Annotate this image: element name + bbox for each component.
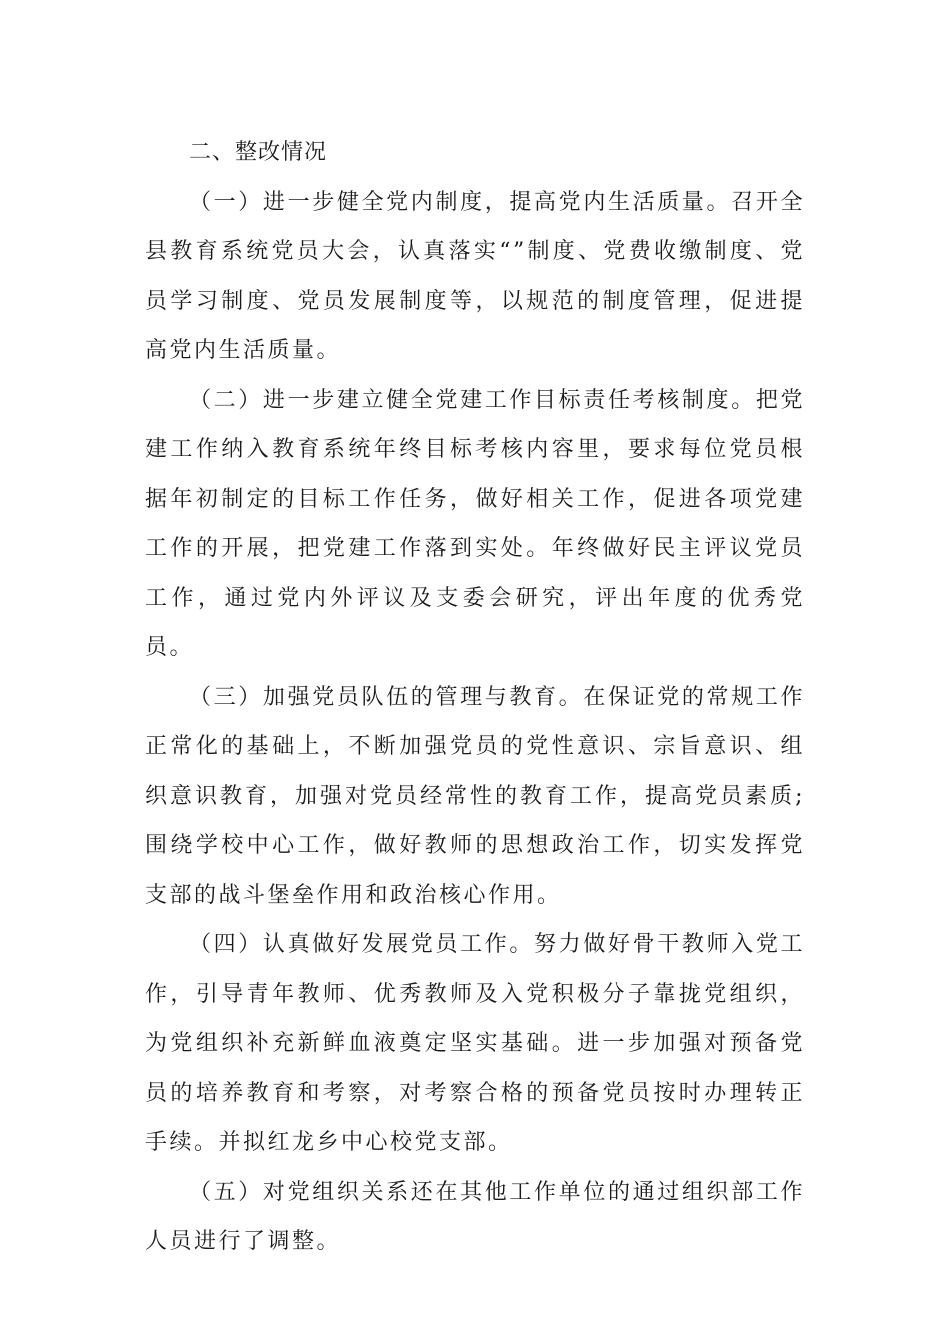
paragraph-3: （三）加强党员队伍的管理与教育。在保证党的常规工作正常化的基础上，不断加强党员的党性意识、宗旨意识、组织意识教育，加强对党员经常性的教育工作，提高党员素质;围绕学校中心工作，做好教师的思想政治工作，切实发挥党支部的战斗堡垒作用和政治核心作用。 [145,684,805,908]
paragraph-1: （一）进一步健全党内制度，提高党内生活质量。召开全县教育系统党员大会，认真落实“”制度、党费收缴制度、党员学习制度、党员发展制度等，以规范的制度管理，促进提高党内生活质量。 [145,189,805,363]
paragraph-5: （五）对党组织关系还在其他工作单位的通过组织部工作人员进行了调整。 [145,1179,805,1254]
paragraph-2: （二）进一步建立健全党建工作目标责任考核制度。把党建工作纳入教育系统年终目标考核内容里，要求每位党员根据年初制定的目标工作任务，做好相关工作，促进各项党建工作的开展，把党建工作落到实处。年终做好民主评议党员工作，通过党内外评议及支委会研究，评出年度的优秀党员。 [145,387,805,660]
paragraph-4: （四）认真做好发展党员工作。努力做好骨干教师入党工作，引导青年教师、优秀教师及入党积极分子靠拢党组织，为党组织补充新鲜血液奠定坚实基础。进一步加强对预备党员的培养教育和考察，对考察合格的预备党员按时办理转正手续。并拟红龙乡中心校党支部。 [145,932,805,1155]
section-heading: 二、整改情况 [189,140,328,165]
document-body [145,128,805,1267]
